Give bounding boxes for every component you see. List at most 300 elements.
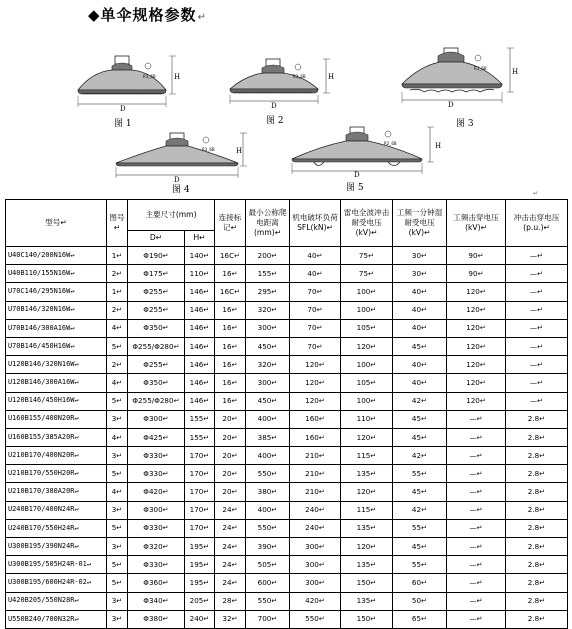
cell-creepage: 400↵ xyxy=(246,501,290,519)
cell-lightning: 115↵ xyxy=(341,501,393,519)
cell-creepage: 550↵ xyxy=(246,465,290,483)
cell-figure: 5↵ xyxy=(107,392,128,410)
cell-model: U160B155/400N20R↵ xyxy=(6,410,107,428)
table-row xyxy=(6,519,568,537)
cell-impulse: 2.8↵ xyxy=(506,610,568,628)
figure-4 xyxy=(112,131,248,183)
cell-model: U210B170/550H20R↵ xyxy=(6,465,107,483)
cell-power-freq: 42↵ xyxy=(393,501,447,519)
figure-1 xyxy=(72,54,182,112)
figure-5 xyxy=(288,125,452,177)
header-lightning: 雷电全波冲击耐受电压(kV)↵ xyxy=(341,200,393,247)
svg-text:R3_6B: R3_6B xyxy=(202,147,215,152)
cell-impulse: —↵ xyxy=(506,319,568,337)
cell-sfl: 210↵ xyxy=(290,465,341,483)
table-row xyxy=(6,501,568,519)
cell-coupling: 16C↵ xyxy=(215,247,246,265)
cell-d: Φ420↵ xyxy=(128,483,185,501)
cell-d: Φ320↵ xyxy=(128,538,185,556)
cell-puncture: —↵ xyxy=(447,574,506,592)
cell-sfl: 40↵ xyxy=(290,247,341,265)
cell-puncture: 120↵ xyxy=(447,392,506,410)
cell-figure: 5↵ xyxy=(107,519,128,537)
figure-2-caption: 图 2 xyxy=(266,116,284,126)
cell-impulse: 2.8↵ xyxy=(506,501,568,519)
cell-model: U300B195/505H24R-01↵ xyxy=(6,556,107,574)
cell-h: 146↵ xyxy=(185,319,215,337)
cell-sfl: 240↵ xyxy=(290,501,341,519)
cell-h: 170↵ xyxy=(185,483,215,501)
cell-h: 195↵ xyxy=(185,556,215,574)
cell-coupling: 20↵ xyxy=(215,410,246,428)
cell-creepage: 600↵ xyxy=(246,574,290,592)
cell-impulse: —↵ xyxy=(506,283,568,301)
cell-puncture: —↵ xyxy=(447,592,506,610)
table-row xyxy=(6,574,568,592)
cell-impulse: 2.8↵ xyxy=(506,410,568,428)
cell-puncture: —↵ xyxy=(447,501,506,519)
cell-model: U120B146/320N16W↵ xyxy=(6,356,107,374)
cell-coupling: 16C↵ xyxy=(215,283,246,301)
cell-h: 146↵ xyxy=(185,283,215,301)
cell-creepage: 400↵ xyxy=(246,447,290,465)
cell-creepage: 200↵ xyxy=(246,247,290,265)
cell-creepage: 450↵ xyxy=(246,392,290,410)
spec-table xyxy=(5,199,568,629)
header-power-freq: 工频一分钟湿耐受电压(kV)↵ xyxy=(393,200,447,247)
cell-coupling: 16↵ xyxy=(215,374,246,392)
header-sfl: 机电破坏负荷SFL(kN)↵ xyxy=(290,200,341,247)
diamond-bullet-icon: ◆ xyxy=(88,6,101,24)
cell-coupling: 16↵ xyxy=(215,319,246,337)
cell-lightning: 120↵ xyxy=(341,483,393,501)
cell-model: U120B146/300A16W↵ xyxy=(6,374,107,392)
cell-power-freq: 30↵ xyxy=(393,247,447,265)
table-row xyxy=(6,610,568,628)
figure-3 xyxy=(394,46,522,108)
cell-impulse: 2.8↵ xyxy=(506,592,568,610)
cell-lightning: 120↵ xyxy=(341,428,393,446)
table-row xyxy=(6,337,568,355)
svg-text:R3_6B: R3_6B xyxy=(143,74,156,79)
cell-model: U240B170/550H24R↵ xyxy=(6,519,107,537)
return-mark-icon: ↵ xyxy=(197,12,207,23)
cell-h: 240↵ xyxy=(185,610,215,628)
insulator-drawing-5 xyxy=(288,125,452,177)
cell-h: 205↵ xyxy=(185,592,215,610)
dimension-h-label: H xyxy=(435,142,442,150)
cell-creepage: 320↵ xyxy=(246,301,290,319)
cell-h: 170↵ xyxy=(185,447,215,465)
cell-power-freq: 55↵ xyxy=(393,465,447,483)
cell-creepage: 300↵ xyxy=(246,374,290,392)
cell-figure: 4↵ xyxy=(107,374,128,392)
cell-figure: 5↵ xyxy=(107,574,128,592)
spec-table-body xyxy=(6,247,568,629)
cell-coupling: 24↵ xyxy=(215,501,246,519)
cell-d: Φ255/Φ280↵ xyxy=(128,392,185,410)
cell-lightning: 120↵ xyxy=(341,538,393,556)
cell-lightning: 135↵ xyxy=(341,519,393,537)
cell-lightning: 75↵ xyxy=(341,247,393,265)
cell-impulse: —↵ xyxy=(506,356,568,374)
cell-model: U240B170/400N24R↵ xyxy=(6,501,107,519)
cell-power-freq: 42↵ xyxy=(393,447,447,465)
cell-sfl: 70↵ xyxy=(290,283,341,301)
cell-d: Φ350↵ xyxy=(128,374,185,392)
cell-figure: 3↵ xyxy=(107,610,128,628)
cell-model: U300B195/390N24R↵ xyxy=(6,538,107,556)
cell-lightning: 75↵ xyxy=(341,265,393,283)
cell-creepage: 390↵ xyxy=(246,538,290,556)
cell-lightning: 135↵ xyxy=(341,592,393,610)
cell-h: 146↵ xyxy=(185,337,215,355)
table-row xyxy=(6,283,568,301)
cell-power-freq: 40↵ xyxy=(393,374,447,392)
cell-h: 146↵ xyxy=(185,356,215,374)
cell-model: U70B146/300A16W↵ xyxy=(6,319,107,337)
cell-puncture: 120↵ xyxy=(447,356,506,374)
cell-sfl: 240↵ xyxy=(290,519,341,537)
cell-model: U160B155/385A20R↵ xyxy=(6,428,107,446)
cell-lightning: 135↵ xyxy=(341,556,393,574)
header-model: 型号↵ xyxy=(6,200,107,247)
cell-impulse: —↵ xyxy=(506,337,568,355)
dimension-d-label: D xyxy=(174,176,180,183)
cell-sfl: 70↵ xyxy=(290,301,341,319)
cell-h: 170↵ xyxy=(185,501,215,519)
cell-sfl: 160↵ xyxy=(290,410,341,428)
cell-sfl: 210↵ xyxy=(290,447,341,465)
cell-lightning: 120↵ xyxy=(341,337,393,355)
cell-lightning: 135↵ xyxy=(341,465,393,483)
cell-puncture: —↵ xyxy=(447,483,506,501)
table-row xyxy=(6,465,568,483)
cell-figure: 2↵ xyxy=(107,301,128,319)
cell-model: U40B110/155N16W↵ xyxy=(6,265,107,283)
cell-impulse: 2.8↵ xyxy=(506,447,568,465)
cell-sfl: 70↵ xyxy=(290,319,341,337)
cell-impulse: —↵ xyxy=(506,392,568,410)
cell-model: U70B146/450H16W↵ xyxy=(6,337,107,355)
cell-h: 195↵ xyxy=(185,574,215,592)
cell-model: U70C146/295N16W↵ xyxy=(6,283,107,301)
table-row xyxy=(6,374,568,392)
cell-sfl: 120↵ xyxy=(290,392,341,410)
cell-creepage: 380↵ xyxy=(246,483,290,501)
svg-text:R3_6B: R3_6B xyxy=(474,66,487,71)
cell-sfl: 300↵ xyxy=(290,556,341,574)
table-row xyxy=(6,410,568,428)
cell-model: U210B170/400N20R↵ xyxy=(6,447,107,465)
header-puncture: 工频击穿电压(kV)↵ xyxy=(447,200,506,247)
cell-d: Φ330↵ xyxy=(128,465,185,483)
cell-impulse: —↵ xyxy=(506,374,568,392)
cell-h: 146↵ xyxy=(185,301,215,319)
cell-sfl: 70↵ xyxy=(290,337,341,355)
cell-d: Φ190↵ xyxy=(128,247,185,265)
cell-model: U420B205/550N28R↵ xyxy=(6,592,107,610)
cell-puncture: 90↵ xyxy=(447,265,506,283)
cell-impulse: 2.8↵ xyxy=(506,465,568,483)
header-main-dims: 主要尺寸(mm) xyxy=(128,200,215,231)
cell-power-freq: 40↵ xyxy=(393,301,447,319)
table-row xyxy=(6,428,568,446)
insulator-drawing-3 xyxy=(394,46,522,108)
cell-lightning: 100↵ xyxy=(341,301,393,319)
cell-h: 155↵ xyxy=(185,410,215,428)
cell-sfl: 160↵ xyxy=(290,428,341,446)
cell-coupling: 20↵ xyxy=(215,447,246,465)
cell-figure: 3↵ xyxy=(107,538,128,556)
cell-lightning: 100↵ xyxy=(341,283,393,301)
cell-creepage: 400↵ xyxy=(246,410,290,428)
cell-d: Φ255/Φ280↵ xyxy=(128,337,185,355)
cell-sfl: 420↵ xyxy=(290,592,341,610)
svg-text:R2_6B: R2_6B xyxy=(384,141,397,146)
table-row xyxy=(6,356,568,374)
cell-creepage: 295↵ xyxy=(246,283,290,301)
cell-model: U300B195/600H24R-02↵ xyxy=(6,574,107,592)
cell-d: Φ175↵ xyxy=(128,265,185,283)
insulator-drawing-1 xyxy=(72,54,182,112)
svg-text:R3_6B: R3_6B xyxy=(293,74,306,79)
table-row xyxy=(6,556,568,574)
table-row xyxy=(6,392,568,410)
cell-model: U40C140/200N16W↵ xyxy=(6,247,107,265)
cell-impulse: 2.8↵ xyxy=(506,519,568,537)
cell-creepage: 450↵ xyxy=(246,337,290,355)
cell-power-freq: 45↵ xyxy=(393,538,447,556)
cell-sfl: 300↵ xyxy=(290,538,341,556)
cell-power-freq: 45↵ xyxy=(393,428,447,446)
cell-figure: 4↵ xyxy=(107,319,128,337)
cell-coupling: 16↵ xyxy=(215,392,246,410)
cell-puncture: —↵ xyxy=(447,410,506,428)
cell-d: Φ300↵ xyxy=(128,410,185,428)
cell-lightning: 100↵ xyxy=(341,392,393,410)
dimension-d-label: D xyxy=(354,171,360,177)
cell-coupling: 16↵ xyxy=(215,356,246,374)
cell-impulse: 2.8↵ xyxy=(506,556,568,574)
cell-puncture: —↵ xyxy=(447,428,506,446)
cell-figure: 2↵ xyxy=(107,265,128,283)
cell-sfl: 300↵ xyxy=(290,574,341,592)
cell-figure: 1↵ xyxy=(107,283,128,301)
insulator-drawing-2 xyxy=(224,57,336,109)
cell-model: U550B240/700N32R↵ xyxy=(6,610,107,628)
cell-lightning: 100↵ xyxy=(341,356,393,374)
cell-puncture: —↵ xyxy=(447,556,506,574)
cell-puncture: 120↵ xyxy=(447,337,506,355)
table-row xyxy=(6,247,568,265)
cell-power-freq: 50↵ xyxy=(393,592,447,610)
cell-d: Φ330↵ xyxy=(128,556,185,574)
figure-1-caption: 图 1 xyxy=(114,119,132,129)
cell-creepage: 550↵ xyxy=(246,519,290,537)
cell-lightning: 115↵ xyxy=(341,447,393,465)
cell-coupling: 16↵ xyxy=(215,337,246,355)
cell-power-freq: 55↵ xyxy=(393,519,447,537)
cell-figure: 5↵ xyxy=(107,556,128,574)
cell-puncture: 90↵ xyxy=(447,247,506,265)
header-coupling: 连接标记↵ xyxy=(215,200,246,247)
cell-h: 140↵ xyxy=(185,247,215,265)
cell-h: 110↵ xyxy=(185,265,215,283)
cell-d: Φ330↵ xyxy=(128,447,185,465)
cell-coupling: 24↵ xyxy=(215,556,246,574)
cell-d: Φ255↵ xyxy=(128,283,185,301)
cell-impulse: —↵ xyxy=(506,265,568,283)
cell-coupling: 20↵ xyxy=(215,483,246,501)
cell-power-freq: 45↵ xyxy=(393,483,447,501)
cell-lightning: 150↵ xyxy=(341,610,393,628)
cell-d: Φ360↵ xyxy=(128,574,185,592)
cell-power-freq: 45↵ xyxy=(393,337,447,355)
dimension-h-label: H xyxy=(328,73,335,81)
cell-creepage: 300↵ xyxy=(246,319,290,337)
header-d: D↵ xyxy=(128,231,185,247)
cell-puncture: —↵ xyxy=(447,519,506,537)
figure-3-caption: 图 3 xyxy=(456,119,474,129)
cell-figure: 2↵ xyxy=(107,356,128,374)
cell-d: Φ380↵ xyxy=(128,610,185,628)
cell-power-freq: 30↵ xyxy=(393,265,447,283)
cell-figure: 3↵ xyxy=(107,592,128,610)
cell-sfl: 210↵ xyxy=(290,483,341,501)
cell-d: Φ300↵ xyxy=(128,501,185,519)
cell-creepage: 505↵ xyxy=(246,556,290,574)
cell-puncture: 120↵ xyxy=(447,301,506,319)
cell-h: 170↵ xyxy=(185,519,215,537)
cell-puncture: 120↵ xyxy=(447,374,506,392)
table-row xyxy=(6,483,568,501)
cell-puncture: —↵ xyxy=(447,447,506,465)
cell-power-freq: 55↵ xyxy=(393,556,447,574)
header-h: H↵ xyxy=(185,231,215,247)
cell-lightning: 105↵ xyxy=(341,374,393,392)
cell-d: Φ350↵ xyxy=(128,319,185,337)
dimension-h-label: H xyxy=(512,68,519,76)
cell-sfl: 40↵ xyxy=(290,265,341,283)
cell-model: U120B146/450H16W↵ xyxy=(6,392,107,410)
table-row xyxy=(6,319,568,337)
return-mark-icon: ↵ xyxy=(533,190,539,197)
cell-d: Φ330↵ xyxy=(128,519,185,537)
cell-power-freq: 42↵ xyxy=(393,392,447,410)
cell-figure: 3↵ xyxy=(107,447,128,465)
cell-d: Φ255↵ xyxy=(128,356,185,374)
cell-h: 195↵ xyxy=(185,538,215,556)
cell-coupling: 24↵ xyxy=(215,574,246,592)
cell-creepage: 155↵ xyxy=(246,265,290,283)
dimension-d-label: D xyxy=(448,101,454,108)
cell-impulse: 2.8↵ xyxy=(506,483,568,501)
cell-impulse: 2.8↵ xyxy=(506,428,568,446)
table-row xyxy=(6,447,568,465)
dimension-d-label: D xyxy=(271,102,277,109)
insulator-drawing-4 xyxy=(112,131,248,183)
cell-puncture: 120↵ xyxy=(447,319,506,337)
cell-impulse: 2.8↵ xyxy=(506,574,568,592)
header-creepage: 最小公称爬电距离(mm)↵ xyxy=(246,200,290,247)
cell-h: 146↵ xyxy=(185,374,215,392)
table-row xyxy=(6,265,568,283)
cell-figure: 3↵ xyxy=(107,501,128,519)
cell-power-freq: 60↵ xyxy=(393,574,447,592)
cell-creepage: 385↵ xyxy=(246,428,290,446)
cell-figure: 5↵ xyxy=(107,337,128,355)
figure-5-caption: 图 5 xyxy=(346,183,364,193)
page-title xyxy=(88,4,207,25)
cell-lightning: 105↵ xyxy=(341,319,393,337)
cell-creepage: 320↵ xyxy=(246,356,290,374)
cell-sfl: 550↵ xyxy=(290,610,341,628)
cell-h: 155↵ xyxy=(185,428,215,446)
cell-model: U210B170/380A20R↵ xyxy=(6,483,107,501)
cell-puncture: 120↵ xyxy=(447,283,506,301)
cell-figure: 1↵ xyxy=(107,247,128,265)
cell-coupling: 28↵ xyxy=(215,592,246,610)
cell-figure: 4↵ xyxy=(107,428,128,446)
cell-figure: 3↵ xyxy=(107,410,128,428)
dimension-h-label: H xyxy=(174,73,181,81)
cell-power-freq: 40↵ xyxy=(393,319,447,337)
dimension-h-label: H xyxy=(236,147,243,155)
table-row xyxy=(6,538,568,556)
cell-h: 146↵ xyxy=(185,392,215,410)
cell-coupling: 20↵ xyxy=(215,465,246,483)
title-text: 单伞规格参数 xyxy=(100,6,197,24)
cell-power-freq: 40↵ xyxy=(393,283,447,301)
cell-coupling: 16↵ xyxy=(215,301,246,319)
cell-creepage: 700↵ xyxy=(246,610,290,628)
cell-impulse: —↵ xyxy=(506,247,568,265)
cell-lightning: 110↵ xyxy=(341,410,393,428)
cell-coupling: 32↵ xyxy=(215,610,246,628)
cell-figure: 5↵ xyxy=(107,465,128,483)
cell-impulse: —↵ xyxy=(506,301,568,319)
cell-d: Φ340↵ xyxy=(128,592,185,610)
cell-coupling: 24↵ xyxy=(215,538,246,556)
cell-figure: 4↵ xyxy=(107,483,128,501)
cell-sfl: 120↵ xyxy=(290,374,341,392)
cell-impulse: 2.8↵ xyxy=(506,538,568,556)
cell-d: Φ425↵ xyxy=(128,428,185,446)
cell-coupling: 24↵ xyxy=(215,519,246,537)
cell-d: Φ255↵ xyxy=(128,301,185,319)
cell-coupling: 16↵ xyxy=(215,265,246,283)
cell-h: 170↵ xyxy=(185,465,215,483)
table-row xyxy=(6,301,568,319)
cell-sfl: 120↵ xyxy=(290,356,341,374)
header-impulse: 冲击击穿电压(p.u.)↵ xyxy=(506,200,568,247)
cell-puncture: —↵ xyxy=(447,465,506,483)
cell-puncture: —↵ xyxy=(447,538,506,556)
cell-creepage: 550↵ xyxy=(246,592,290,610)
cell-power-freq: 65↵ xyxy=(393,610,447,628)
cell-lightning: 150↵ xyxy=(341,574,393,592)
figure-2 xyxy=(224,57,336,109)
cell-coupling: 20↵ xyxy=(215,428,246,446)
figure-4-caption: 图 4 xyxy=(172,185,190,195)
cell-power-freq: 45↵ xyxy=(393,410,447,428)
header-figure: 图号↵ xyxy=(107,200,128,247)
cell-model: U70B146/320N16W↵ xyxy=(6,301,107,319)
cell-puncture: —↵ xyxy=(447,610,506,628)
cell-power-freq: 40↵ xyxy=(393,356,447,374)
dimension-d-label: D xyxy=(120,105,126,112)
